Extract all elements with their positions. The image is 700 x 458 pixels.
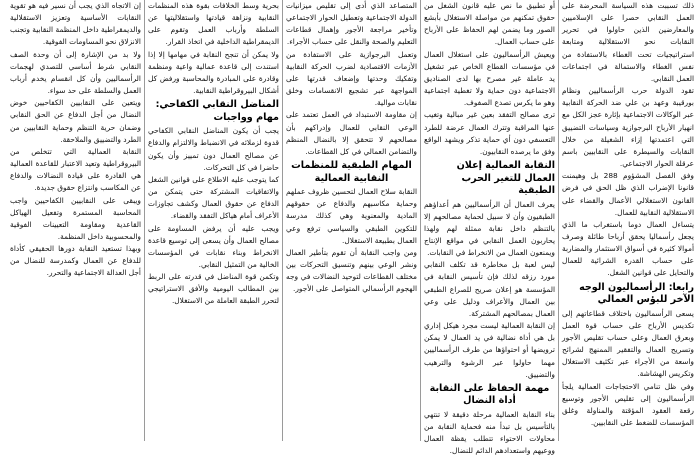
section-heading: المهام الطبقية للمنظمات النقابية العمالية bbox=[291, 160, 412, 184]
paragraph: ويبقى على النقابيين الكفاحيين واجب المحاسبة المستمرة وتفعيل الهياكل القاعدية ومقاومة التعيينات الفوقية والمحسوبية داخل المنظمة. bbox=[10, 195, 141, 241]
paragraph: وفق الفصل المشؤوم 288 بل وهيمنت قانونا الإضراب الذي ظل الحق في فرض القانون الاستغلالي الأعمال والقضاء على الاستقلالية النقابية للعمال. bbox=[562, 171, 694, 217]
paragraph: ترى مصالح التفقد بعين غير مبالية وتغيب عنها المراقبة وتترك العمال عرضة للطرد التعسفي دون أي حماية تذكر ويشهد الواقع وفق ما يرصده النقابيون. bbox=[424, 110, 555, 156]
section-heading: المناضل النقابي الكفاحي: مهام وواجبات bbox=[155, 99, 279, 123]
paragraph: يجب أن يكون المناضل النقابي الكفاحي قدوة لزملائه في الانضباط والالتزام والدفاع عن مصالح العمال دون تمييز وأن يكون حاضرا في كل التحركات. bbox=[148, 126, 279, 172]
paragraph: النقابة العمالية التي تتخلص من البيروقراطية وتعيد الاعتبار للقاعدة العمالية هي القادرة على قيادة النضالات والدفاع عن المكاسب وانتزاع حقوق جديدة. bbox=[10, 146, 141, 193]
paragraph: وبهذا تستعيد النقابة دورها الحقيقي كأداة للدفاع عن العمال وكمدرسة للنضال من أجل العدالة الاجتماعية والتحرر. bbox=[10, 244, 141, 278]
paragraph: ليس لعبة بل مخاطرة قد تكلف النقابي مورد رزقه لذلك فإن تأسيس النقابة في المؤسسة هو إعلان صريح للصراع الطبقي بين العمال والأعراف ودليل على وعي العمال بمصالحهم المشتركة. bbox=[424, 260, 555, 318]
paragraph: يعرف العمال أن الرأسماليين هم أعداؤهم الطبقيون وأن لا سبيل لحماية مصالحهم إلا بالتنظم داخل نقابة ممثلة لهم ولهذا يحاربون العمل النقابي في مواقع الإنتاج ويمنعون العمال من الانخراط في النقابات. bbox=[424, 199, 555, 258]
paragraph: وتعمل البرجوازية على الاستفادة من الأزمات الاقتصادية لضرب الحركة النقابية وتفكيك وحدتها وإضعاف قدرتها على المواجهة عبر تشجيع الانقسامات وخلق نقابات موالية. bbox=[286, 49, 417, 108]
paragraph: بحرية وسط الخلافات بقوة هذه المنظمات النقابية ونزاهة قيادتها واستقلاليتها عن السلطة وأرباب العمل وتقوم على الديمقراطية الداخلية في اتخاذ القرار. bbox=[148, 1, 279, 47]
text-column-4 bbox=[145, 0, 283, 441]
paragraph: وتكمن قوة المناضل في قدرته على الربط بين المطالب اليومية والأفق الاستراتيجي لتحرر الطبقة العاملة من الاستغلال. bbox=[148, 272, 279, 306]
paragraph: تقود الدولة حرب الرأسماليين ونظام بورقيبة وعهد بن علي ضد الحركة النقابية عبر الوكالات الاجتماعية بإثارة عجز الكل مع انهيار الأرباح البرجوازية وسياسات التضييق التي اعتمدتها إزاء الشغيلة من خلال النقابات والسيطرة على النقابيين باسم عرقلة الحوار الاجتماعي. bbox=[562, 86, 694, 169]
text-column-5 bbox=[7, 0, 145, 441]
paragraph: ولا بد من الإشارة إلى أن وحدة الصف النقابي شرط أساسي للتصدي لهجمات الرأسماليين وأن كل انقسام يخدم أرباب العمل والسلطة على حد سواء. bbox=[10, 49, 141, 96]
paragraph: بناء النقابة العمالية مرحلة دقيقة لا تنتهي بالتأسيس بل تبدأ منه فحماية النقابة من محاولات الاحتواء تتطلب يقظة العمال ووعيهم واستعدادهم الدائم للنضال. bbox=[424, 409, 555, 456]
paragraph: ذلك تسببت هذه السياسة المحرضة على العمل النقابي حصرا على الإسلاميين والمعارضين الذين حاولوا في تحرير النقابات نحو الاستقلالية ومتابعة استراتيجيات تحت الغطاء بالاستفادة من نفس الغطاء والاستمالة في اجتماعات العمل النقابي. bbox=[562, 1, 694, 83]
text-column-1 bbox=[559, 0, 697, 441]
paragraph: يسعى الرأسماليون باختلاف قطاعاتهم إلى تكديس الأرباح على حساب قوة العمل وبعرق العمال وعلى حساب تقليص الأجور وتسريح العمال والتفقير الممنهج لشرائح واسعة من الأجراء عبر تكثيف الاستغلال وتكريس الهشاشة. bbox=[562, 308, 694, 379]
paragraph: يتساءل العمال دوما باستغراب ما الذي يجعل رأسماليا يحقق أرباحا طائلة وصرف أموالا كثيرة في أسواق الاستثمار والمضاربة على حساب القدرة الشرائية للعمال والتحايل على قوانين الشغل. bbox=[562, 219, 694, 278]
paragraph: المتصاعد الذي أدى إلى تقليص ميزانيات الدولة الاجتماعية وتعطيل الحوار الاجتماعي وتأخير مراجعة الأجور وإهمال قطاعات التعليم والصحة والنقل على حساب الأجراء. bbox=[286, 1, 417, 47]
section-heading: رابعا: الرأسماليون الوجه الآخر للبؤس العمالي bbox=[579, 281, 694, 306]
text-column-3 bbox=[283, 0, 421, 441]
paragraph: وفي ظل تنامي الاحتجاجات العمالية يلجأ الرأسماليون إلى تقليص الأجور وتوسيع رقعة العقود المؤقتة والمناولة وغلق المؤسسات للضغط على النقابيين. bbox=[562, 381, 694, 427]
paragraph: ويعيش الرأسماليون على استغلال العمال في مؤسسات القطاع الخاص عبر تشغيل يد عاملة غير مصرح بها لدى الصناديق الاجتماعية دون حماية ولا تغطية اجتماعية وهو ما يكرس تصدع الصفوف. bbox=[424, 49, 555, 108]
section-heading: مهمة الحفاظ على النقابة أداة النضال bbox=[429, 382, 550, 407]
paragraph: إن مقاومة الاستبداد في العمل تعتمد على الوعي النقابي للعمال وإدراكهم بأن مصالحهم لا تتحقق إلا بالنضال المنظم والتضامن العمالي في كل القطاعات. bbox=[286, 110, 417, 156]
section-heading: النقابة العمالية إعلان العمال للتغير الحرب الطبقية bbox=[456, 160, 555, 197]
paragraph: ويجب عليه أن يرفض المساومة على مصالح العمال وأن يسعى إلى توسيع قاعدة الانخراط وبناء نقابات في المؤسسات الخالية من التمثيل النقابي. bbox=[148, 223, 279, 269]
paragraph: كما يتوجب عليه الاطلاع على قوانين الشغل والاتفاقيات المشتركة حتى يتمكن من الدفاع عن حقوق العمال وكشف تجاوزات الأعراف أمام هياكل التفقد والقضاء. bbox=[148, 174, 279, 221]
paragraph: أو تطبيق ما نص عليه قانون الشغل من حقوق تمكنهم من مواصلة الاستغلال بأبشع الصور وما يضمن لهم الحفاظ على الأرباح على حساب العمال. bbox=[424, 1, 555, 47]
paragraph: ويتعين على النقابيين الكفاحيين خوض النضال من أجل الدفاع عن الحق النقابي وضمان حرية التنظم وحماية النقابيين من الطرد والتضييق والملاحقة. bbox=[10, 98, 141, 144]
paragraph: إن النقابة العمالية ليست مجرد هيكل إداري بل هي أداة نضالية في يد العمال لا يمكن ترويضها أو احتواؤها من طرف الرأسماليين مهما حاولوا عبر الرشوة والترهيب والتضييق. bbox=[424, 321, 555, 379]
text-column-2 bbox=[421, 0, 559, 456]
paragraph: ولا يمكن أن تنجح النقابة في مهامها إلا إذا استندت إلى قاعدة عمالية واعية ومنظمة وقادرة على المبادرة والمحاسبة ورفض كل أشكال البيروقراطية النقابية. bbox=[148, 49, 279, 96]
paragraph: إن الاتجاه الذي يجب أن نسير فيه هو تقوية النقابات الأساسية وتعزيز الاستقلالية والديمقراطية داخل المنظمة النقابية وتجنب الانزلاق نحو المساومات الفوقية. bbox=[10, 1, 141, 47]
paragraph: ومن واجب النقابة أن تقوم بتأطير العمال ونشر الوعي بينهم وتنسيق التحركات بين مختلف القطاعات لتوحيد النضالات في وجه الهجوم الرأسمالي المتواصل على الأجور. bbox=[286, 247, 417, 294]
paragraph: النقابة سلاح العمال لتحسين ظروف عملهم وحماية مكاسبهم والدفاع عن حقوقهم المادية والمعنوية وهي كذلك مدرسة للتكوين الطبقي والسياسي ترفع وعي العمال بطبيعة الاستغلال. bbox=[286, 187, 417, 245]
